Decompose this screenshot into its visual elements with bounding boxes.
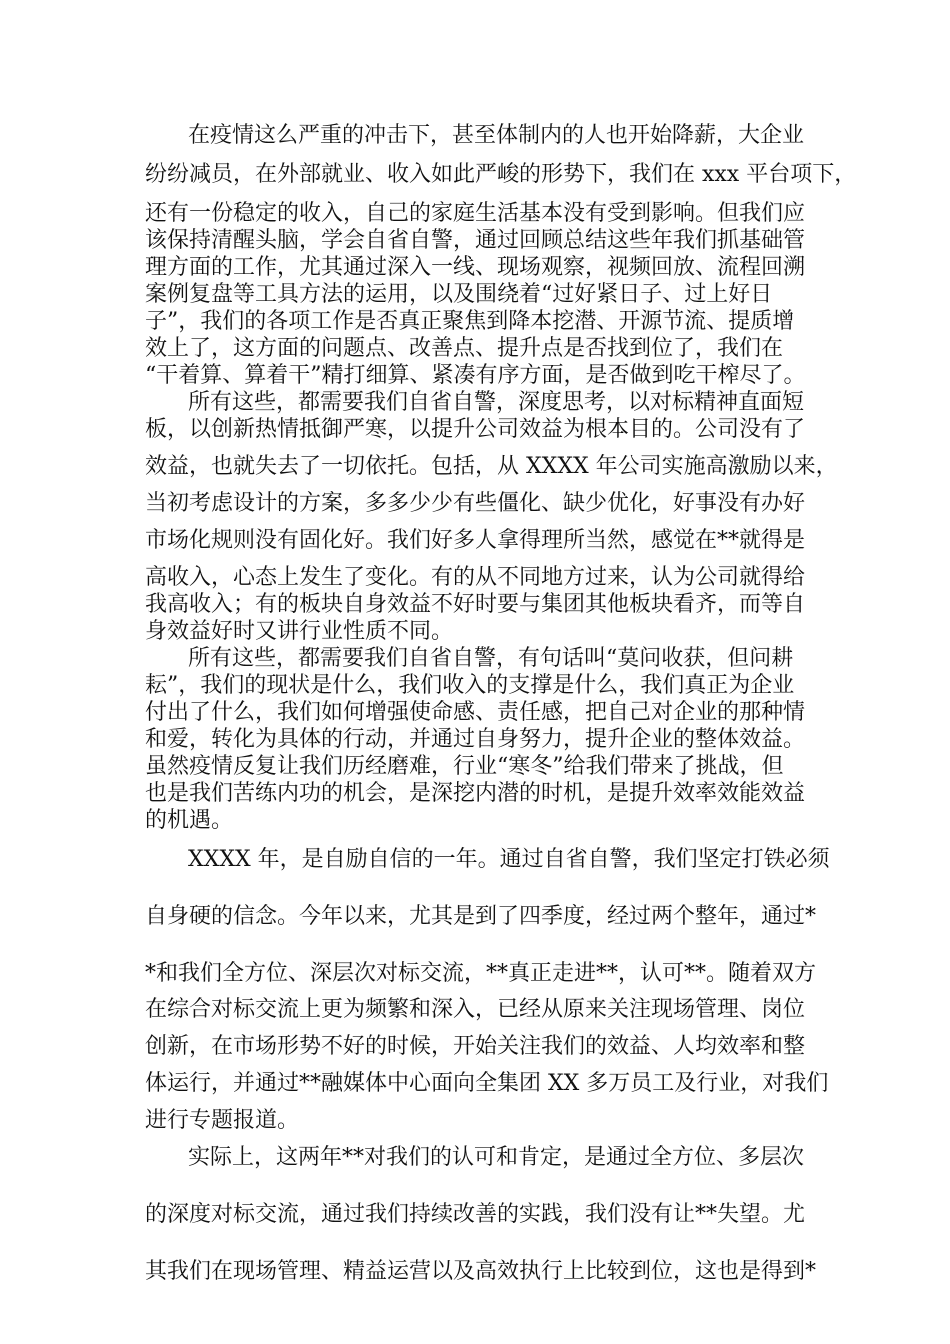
text-line: 的机遇。	[145, 808, 234, 833]
text-line: *和我们全方位、深层次对标交流，**真正走进**，认可**。随着双方	[145, 961, 817, 986]
text-line: 自身硬的信念。今年以来，尤其是到了四季度，经过两个整年，通过*	[145, 904, 817, 929]
text-line: 实际上，这两年**对我们的认可和肯定，是通过全方位、多层次	[188, 1145, 805, 1170]
text-line: 在综合对标交流上更为频繁和深入，已经从原来关注现场管理、岗位	[145, 997, 806, 1022]
text-line: XXXX 年，是自励自信的一年。通过自省自警，我们坚定打铁必须	[188, 847, 830, 872]
text-line: 所有这些，都需要我们自省自警，有句话叫“莫问收获，但问耕	[188, 646, 794, 671]
text-line: 我高收入；有的板块自身效益不好时要与集团其他板块看齐，而等自	[145, 592, 806, 617]
text-line: 在疫情这么严重的冲击下，甚至体制内的人也开始降薪，大企业	[188, 123, 805, 148]
text-line: 虽然疫情反复让我们历经磨难，行业“寒冬”给我们带来了挑战，但	[145, 754, 784, 779]
text-line: 付出了什么，我们如何增强使命感、责任感，把自己对企业的那种情	[145, 700, 806, 725]
text-line: 效益，也就失去了一切依托。包括，从 XXXX 年公司实施高激励以来，	[145, 454, 838, 479]
text-line: 该保持清醒头脑，学会自省自警，通过回顾总结这些年我们抓基础管	[145, 228, 806, 253]
text-line: 板，以创新热情抵御严寒，以提升公司效益为根本目的。公司没有了	[145, 417, 806, 442]
text-line: 其我们在现场管理、精益运营以及高效执行上比较到位，这也是得到*	[145, 1259, 817, 1284]
text-line: 效上了，这方面的问题点、改善点、提升点是否找到位了，我们在	[145, 336, 784, 361]
text-line: 纷纷减员，在外部就业、收入如此严峻的形势下，我们在 xxx 平台项下，	[145, 162, 857, 187]
text-line: 当初考虑设计的方案，多多少少有些僵化、缺少优化，好事没有办好	[145, 491, 806, 516]
text-line: 身效益好时又讲行业性质不同。	[145, 619, 454, 644]
text-line: 子”，我们的各项工作是否真正聚焦到降本挖潜、开源节流、提质增	[145, 309, 795, 334]
text-line: 理方面的工作，尤其通过深入一线、现场观察，视频回放、流程回溯	[145, 255, 806, 280]
text-line: 创新，在市场形势不好的时候，开始关注我们的效益、人均效率和整	[145, 1034, 806, 1059]
text-line: 所有这些，都需要我们自省自警，深度思考，以对标精神直面短	[188, 390, 805, 415]
text-line: 耘”，我们的现状是什么，我们收入的支撑是什么，我们真正为企业	[145, 673, 795, 698]
text-line: “干着算、算着干”精打细算、紧凑有序方面，是否做到吃干榨尽了。	[145, 363, 806, 388]
text-line: 市场化规则没有固化好。我们好多人拿得理所当然，感觉在**就得是	[145, 528, 806, 553]
text-line: 高收入，心态上发生了变化。有的从不同地方过来，认为公司就得给	[145, 565, 806, 590]
text-line: 还有一份稳定的收入，自己的家庭生活基本没有受到影响。但我们应	[145, 201, 806, 226]
text-line: 和爱，转化为具体的行动，并通过自身努力，提升企业的整体效益。	[145, 727, 806, 752]
text-line: 案例复盘等工具方法的运用，以及围绕着“过好紧日子、过上好日	[145, 282, 773, 307]
text-line: 也是我们苦练内功的机会，是深挖内潜的时机，是提升效率效能效益	[145, 781, 806, 806]
text-line: 的深度对标交流，通过我们持续改善的实践，我们没有让**失望。尤	[145, 1202, 806, 1227]
text-line: 体运行，并通过**融媒体中心面向全集团 XX 多万员工及行业，对我们	[145, 1071, 829, 1096]
text-line: 进行专题报道。	[145, 1108, 300, 1133]
